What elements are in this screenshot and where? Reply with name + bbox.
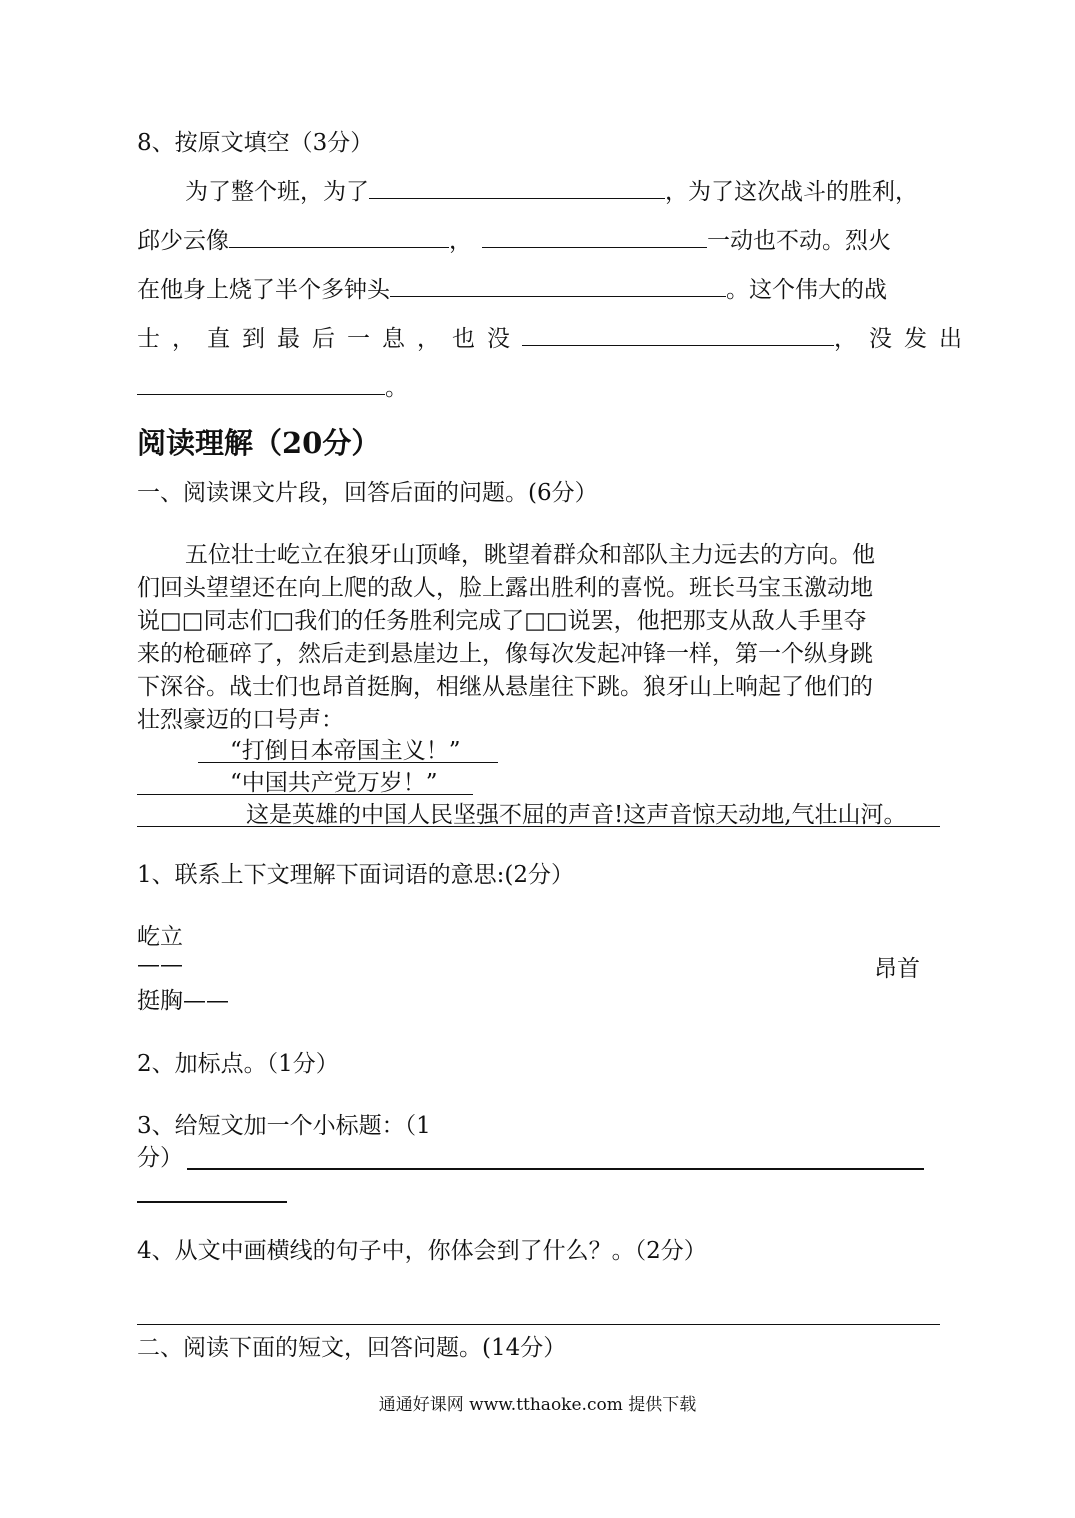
question-2: 2、加标点。（1分） [137, 1051, 339, 1077]
q8-line-4 [137, 324, 974, 354]
q8-title: 8、按原文填空（3分） [137, 130, 374, 156]
slogan-2: “中国共产党万岁！” [230, 770, 438, 796]
passage-line-2: 们回头望望还在向上爬的敌人，脸上露出胜利的喜悦。班长马宝玉激动地 [137, 575, 873, 601]
fill-blank[interactable] [390, 276, 726, 297]
passage-line-1: 五位壮士屹立在狼牙山顶峰，眺望着群众和部队主力远去的方向。他 [185, 542, 875, 568]
q8-text: 邱少云像 [137, 228, 229, 254]
q8-line-3 [137, 275, 887, 305]
word-2-part-2: 挺胸—— [137, 988, 229, 1014]
passage-line-3: 说□□同志们□我们的任务胜利完成了□□说罢，他把那支从敌人手里夺 [137, 608, 867, 634]
q8-text: ，为了这次战斗的胜利， [665, 179, 918, 205]
word-1: 屹立 [137, 924, 183, 950]
passage-line-4: 来的枪砸碎了，然后走到悬崖边上，像每次发起冲锋一样，第一个纵身跳 [137, 641, 873, 667]
answer-line[interactable] [137, 1324, 940, 1325]
section-title: 阅读理解（20分） [137, 426, 381, 460]
question-4: 4、从文中画横线的句子中，你体会到了什么？。（2分） [137, 1238, 707, 1264]
q8-text: 士，直到最后一息，也没 [137, 326, 522, 352]
word-1-dash: —— [137, 952, 183, 978]
fill-blank[interactable] [369, 178, 665, 199]
q8-text: 为了整个班，为了 [185, 179, 369, 205]
q8-line-2 [137, 226, 891, 256]
answer-line[interactable] [137, 1201, 287, 1203]
q8-line-1 [185, 177, 918, 207]
passage-line-6: 壮烈豪迈的口号声： [137, 707, 344, 733]
question-3-line-1: 3、给短文加一个小标题：（1 [137, 1113, 431, 1139]
fill-blank[interactable] [522, 325, 834, 346]
word-2-part-1: 昂首 [874, 956, 920, 982]
q8-text: ，没发出 [834, 326, 974, 352]
q8-text: 。这个伟大的战 [726, 277, 887, 303]
fill-blank[interactable] [229, 227, 449, 248]
q8-text: 在他身上烧了半个多钟头 [137, 277, 390, 303]
q8-text: 一动也不动。烈火 [707, 228, 891, 254]
question-3-line-2: 分） [137, 1145, 183, 1171]
q8-line-5 [137, 373, 408, 403]
answer-line[interactable] [187, 1168, 924, 1170]
fill-blank[interactable] [137, 374, 385, 395]
passage-line-5: 下深谷。战士们也昂首挺胸，相继从悬崖往下跳。狼牙山上响起了他们的 [137, 674, 873, 700]
q8-text: ， [449, 228, 472, 254]
underline [137, 826, 940, 827]
q8-text: 。 [385, 375, 408, 401]
underline [198, 762, 498, 763]
question-1: 1、联系上下文理解下面词语的意思:(2分） [137, 862, 574, 888]
underline [137, 794, 473, 795]
fill-blank[interactable] [482, 227, 707, 248]
part1-title: 一、阅读课文片段，回答后面的问题。(6分） [137, 480, 598, 506]
part2-title: 二、阅读下面的短文，回答问题。(14分） [137, 1335, 567, 1361]
page-footer: 通通好课网 www.tthaoke.com 提供下载 [378, 1395, 697, 1415]
slogan-1: “打倒日本帝国主义！” [230, 738, 461, 764]
closing-sentence: 这是英雄的中国人民坚强不屈的声音!这声音惊天动地,气壮山河。 [246, 802, 907, 828]
